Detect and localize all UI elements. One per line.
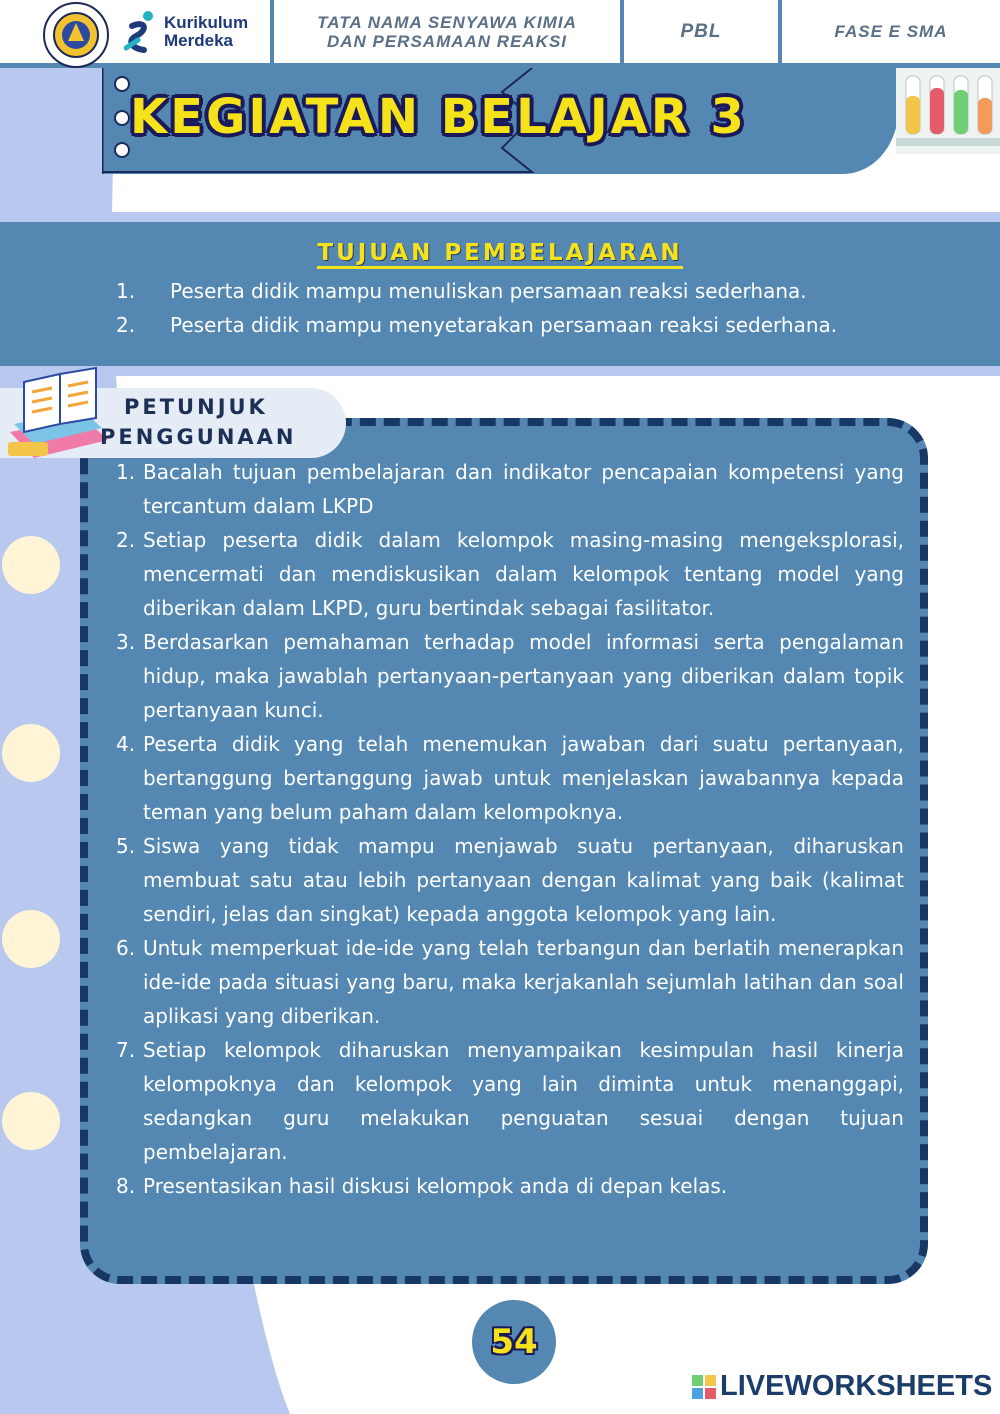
- test-tubes-icon: [896, 68, 1000, 154]
- binder-hole: [2, 724, 60, 782]
- objectives-list: [116, 274, 837, 342]
- topic-line1: TATA NAMA SENYAWA KIMIA: [317, 12, 577, 32]
- kurikulum-merdeka-logo: [124, 10, 248, 54]
- header-topic: [270, 0, 620, 63]
- instructions-title: PETUNJUK PENGGUNAAN: [100, 395, 297, 449]
- page-number: 54: [472, 1300, 556, 1384]
- objectives-title: TUJUAN PEMBELAJARAN: [0, 240, 1000, 266]
- liveworksheets-icon: [692, 1375, 716, 1399]
- list-item: 3. Berdasarkan pemahaman terhadap model informasi serta pengalaman hidup, maka jawablah pertanyaan-pertanyaan yang diberikan dalam topik pertanyaan kunci.: [116, 630, 904, 722]
- logo-text-line1: Kurikulum: [164, 12, 249, 32]
- list-item: 7. Setiap kelompok diharuskan menyampaikan kesimpulan hasil kinerja kelompoknya dan kelompok yang lain diminta untuk menanggapi, sedangkan guru melakukan penguatan sesuai dengan tujuan pembelajaran.: [116, 1038, 904, 1164]
- list-item: 6. Untuk memperkuat ide-ide yang telah terbangun dan berlatih menerapkan ide-ide pada situasi yang baru, maka kerjakanlah sejumlah latihan dan soal aplikasi yang diberikan.: [116, 936, 904, 1028]
- list-item: 1. Bacalah tujuan pembelajaran dan indikator pencapaian kompetensi yang tercantum dalam LKPD: [116, 460, 904, 518]
- learning-objectives-section: [0, 212, 1000, 376]
- unp-logo-icon: [42, 1, 110, 69]
- page-header: [0, 0, 1000, 68]
- liveworksheets-logo: [692, 1370, 992, 1403]
- header-logos: [0, 0, 270, 63]
- instructions-list: [116, 455, 904, 1203]
- list-item: 4. Peserta didik yang telah menemukan jawaban dari suatu pertanyaan, bertanggung bertanggung jawab untuk menjelaskan jawabannya kepada teman yang belum paham dalam kelompoknya.: [116, 732, 904, 824]
- brand-text: LIVEWORKSHEETS: [720, 1370, 993, 1402]
- topic-line2: DAN PERSAMAAN REAKSI: [326, 31, 568, 51]
- list-item: 5. Siswa yang tidak mampu menjawab suatu pertanyaan, diharuskan membuat satu atau lebih pertanyaan dengan kalimat yang baik (kalimat sendiri, jelas dan singkat) kepada anggota kelompok yang lain.: [116, 834, 904, 926]
- list-item: 8. Presentasikan hasil diskusi kelompok anda di depan kelas.: [116, 1174, 728, 1198]
- logo-text-line2: Merdeka: [164, 30, 233, 50]
- activity-title: KEGIATAN BELAJAR 3: [130, 89, 747, 145]
- list-item: 1. Peserta didik mampu menuliskan persamaan reaksi sederhana.: [116, 279, 807, 303]
- kurikulum-merdeka-icon: [124, 10, 158, 54]
- binder-hole: [2, 536, 60, 594]
- binder-hole: [2, 1092, 60, 1150]
- list-item: 2. Setiap peserta didik dalam kelompok masing-masing mengeksplorasi, mencermati dan mendiskusikan dalam kelompok tentang model yang diberikan dalam LKPD, guru bertindak sebagai fasilitator.: [116, 528, 904, 620]
- list-item: 2. Peserta didik mampu menyetarakan persamaan reaksi sederhana.: [116, 313, 838, 337]
- binder-hole: [2, 910, 60, 968]
- header-model: PBL: [620, 0, 778, 63]
- header-phase: FASE E SMA: [778, 0, 1000, 63]
